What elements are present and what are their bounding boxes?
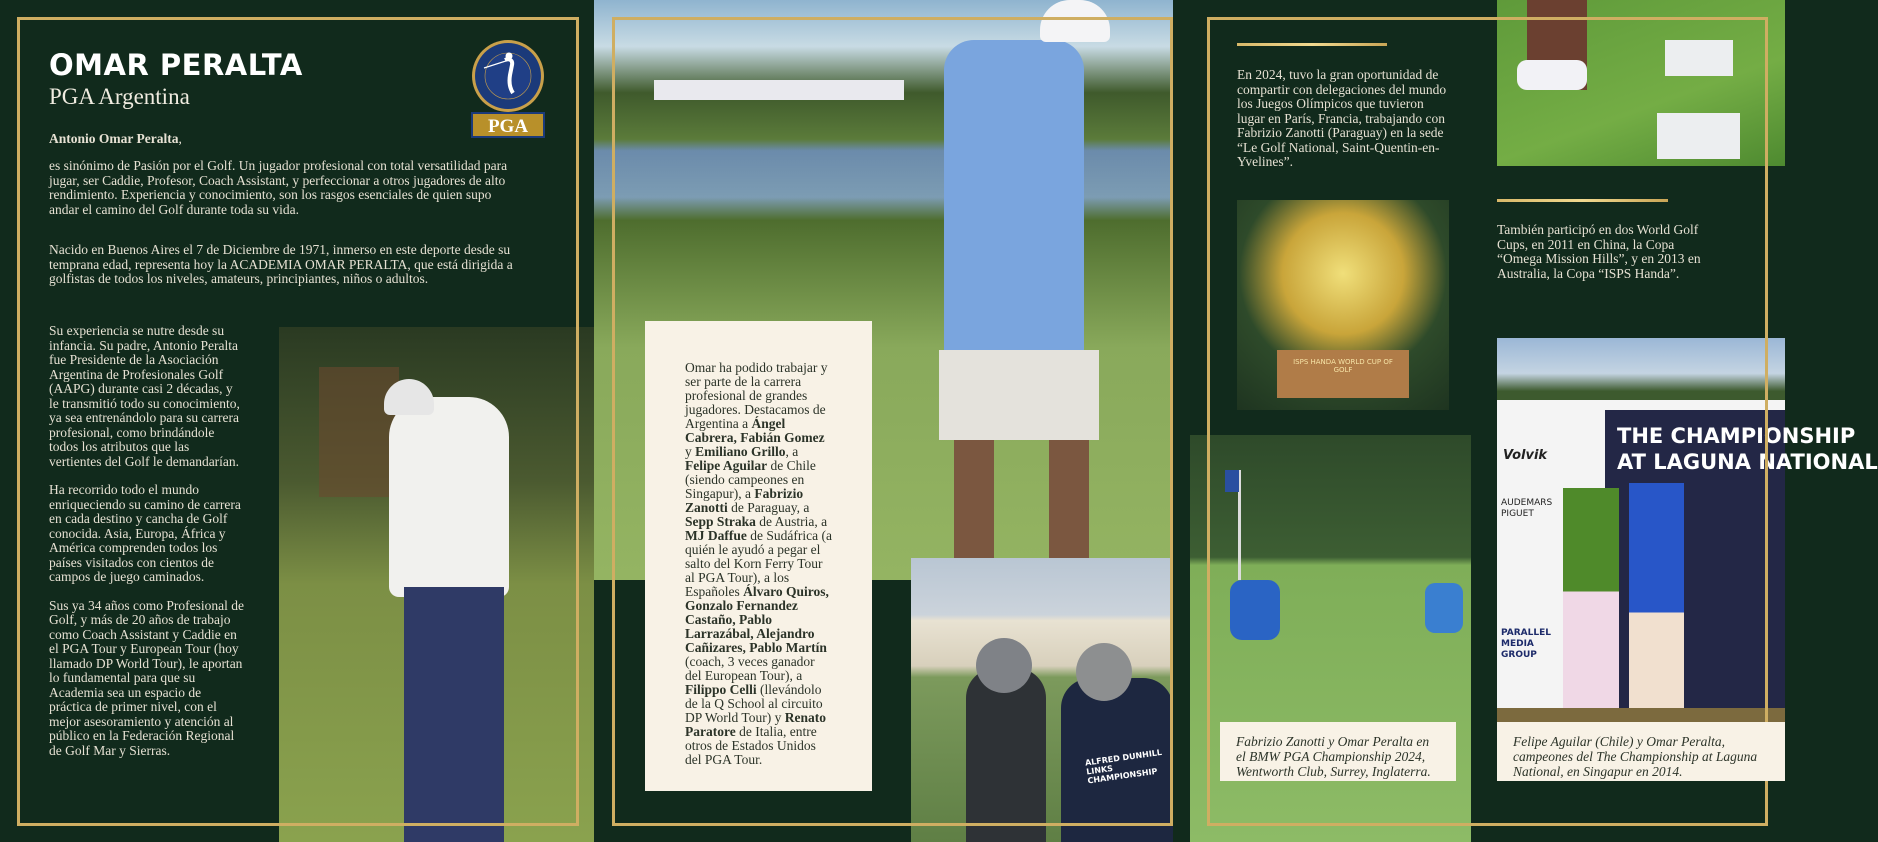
player-name: Álvaro Quiros, Gonzalo Fernandez Castaño, Pablo Larrazábal, Alejandro Cañizares, Pablo Martín <box>685 584 829 655</box>
olympics-photo <box>1497 0 1785 166</box>
page-title: OMAR PERALTA <box>49 48 303 82</box>
players-card <box>645 321 872 791</box>
players-text-segment: de Paraguay, a <box>727 500 810 515</box>
pga-logo <box>469 38 547 140</box>
player-name: Ángel Cabrera, Fabián Gomez <box>685 416 825 445</box>
panel-achievements <box>1173 0 1878 842</box>
sponsor-logo: Volvik <box>1503 448 1548 463</box>
olympic-rings-icon <box>1665 40 1733 76</box>
caption-zanotti: Fabrizio Zanotti y Omar Peralta en el BMW PGA Championship 2024, Wentworth Club, Surrey, Inglaterra. <box>1220 722 1456 781</box>
players-text-segment: de Sudáfrica (a quién le ayudó a pegar el salto del Korn Ferry Tour al PGA Tour), a los Españoles <box>685 528 832 599</box>
dunhill-links-photo <box>911 558 1173 842</box>
players-text-segment: de Austria, a <box>755 514 828 529</box>
laguna-national-photo <box>1497 338 1878 781</box>
bio-intro: es sinónimo de Pasión por el Golf. Un jugador profesional con total versatilidad para jugar, ser Caddie, Profesor, Coach Assistant, y perfeccionar a otros jugadores de alto rendimiento. Experiencia y conocimiento, son los rasgos esenciales de quien supo andar el camino del Golf durante toda su vida. <box>49 158 508 217</box>
players-text-segment: de Chile (siendo campeones en Singapur), a <box>685 458 816 501</box>
sponsor-logo: AUDEMARS PIGUET <box>1501 498 1553 519</box>
players-text <box>685 361 832 767</box>
player-name: Emiliano Grillo <box>695 444 786 459</box>
player-name: Renato Paratore <box>685 710 826 739</box>
olympics-text: En 2024, tuvo la gran oportunidad de compartir con delegaciones del mundo los Juegos Olímpicos que tuvieron lugar en París, Francia, trabajando con Fabrizio Zanotti (Paraguay) en la sede “Le Golf National, Saint-Quentin-en-Yvelines”. <box>1237 67 1447 169</box>
bio-paragraph: Sus ya 34 años como Profesional de Golf, y más de 20 años de trabajo como Coach Assistant y Caddie en el PGA Tour y European Tour (hoy llamado DP World Tour), le aportan lo fundamental para que su Academia sea un espacio de práctica de primer nivel, con el mejor asesoramiento y atención al público en la Federación Regional de Golf Mar y Sierras. <box>49 597 244 758</box>
gold-divider <box>1237 43 1387 46</box>
bio-name: Antonio Omar Peralta <box>49 131 179 146</box>
world-cups-text: También participó en dos World Golf Cups, en 2011 en China, la Copa “Omega Mission Hills”, y en 2013 en Australia, la Copa “ISPS Handa”. <box>1497 222 1701 281</box>
caddie-bib-text: ALFRED DUNHILL LINKS CHAMPIONSHIP <box>1084 747 1163 786</box>
page-subtitle: PGA Argentina <box>49 84 190 109</box>
panel-players <box>594 0 1173 842</box>
olympic-rings-icon <box>1657 113 1740 159</box>
players-text-segment: (coach, 3 veces ganador del European Tour), a <box>685 654 815 683</box>
golfer-swing-photo <box>279 327 594 842</box>
trophy-plaque-text: ISPS HANDA WORLD CUP OF GOLF <box>1293 358 1393 374</box>
bio-name-suffix: , <box>178 131 182 146</box>
player-name: Felipe Aguilar <box>685 458 768 473</box>
bio-born: Nacido en Buenos Aires el 7 de Diciembre de 1971, inmerso en este deporte desde su temprana edad, representa hoy la ACADEMIA OMAR PERALTA, que está dirigida a golfistas de todos los niveles, amateurs, principiantes, niños o adultos. <box>49 242 513 286</box>
players-text-segment: Omar ha podido trabajar y ser parte de la carrera profesional de grandes jugadores. Destacamos de Argentina a <box>685 360 828 431</box>
banner-subtitle: AT LAGUNA NATIONAL <box>1617 450 1878 474</box>
gold-divider <box>1497 199 1668 202</box>
caption-aguilar: Felipe Aguilar (Chile) y Omar Peralta, campeones del The Championship at Laguna National, en Singapur en 2014. <box>1497 722 1785 781</box>
bio-paragraph: Ha recorrido todo el mundo enriqueciendo su camino de carrera en cada destino y cancha de Golf conocida. Asia, Europa, África y América comprenden todos los países visitados con cientos de campos de juego caminados. <box>49 482 241 584</box>
players-text-segment: de Italia, entre otros de Estados Unidos del PGA Tour. <box>685 724 817 767</box>
pga-logo-text: PGA <box>487 116 529 137</box>
panel-bio <box>0 0 594 842</box>
world-cup-trophy-photo <box>1237 200 1449 410</box>
players-text-segment: (llevándolo de la Q School al circuito DP World Tour) y <box>685 682 823 725</box>
player-name: MJ Daffue <box>685 528 747 543</box>
players-text-segment: y <box>685 444 696 459</box>
player-name: Sepp Straka <box>685 514 756 529</box>
player-name: Filippo Celli <box>685 682 757 697</box>
bio-paragraph: Su experiencia se nutre desde su infancia. Su padre, Antonio Peralta fue Presidente de la Asociación Argentina de Profesionales Golf (AAPG) durante casi 2 décadas, y le transmitió todo su conocimiento, ya sea entrenándolo para su carrera profesional, como brindándole todos los atributos que las vertientes del Golf le demandarían. <box>49 323 240 469</box>
players-text-segment: , a <box>785 444 799 459</box>
sponsor-logo: PARALLEL MEDIA GROUP <box>1501 628 1551 660</box>
player-name: Fabrizio Zanotti <box>685 486 804 515</box>
banner-title: THE CHAMPIONSHIP <box>1617 424 1856 448</box>
